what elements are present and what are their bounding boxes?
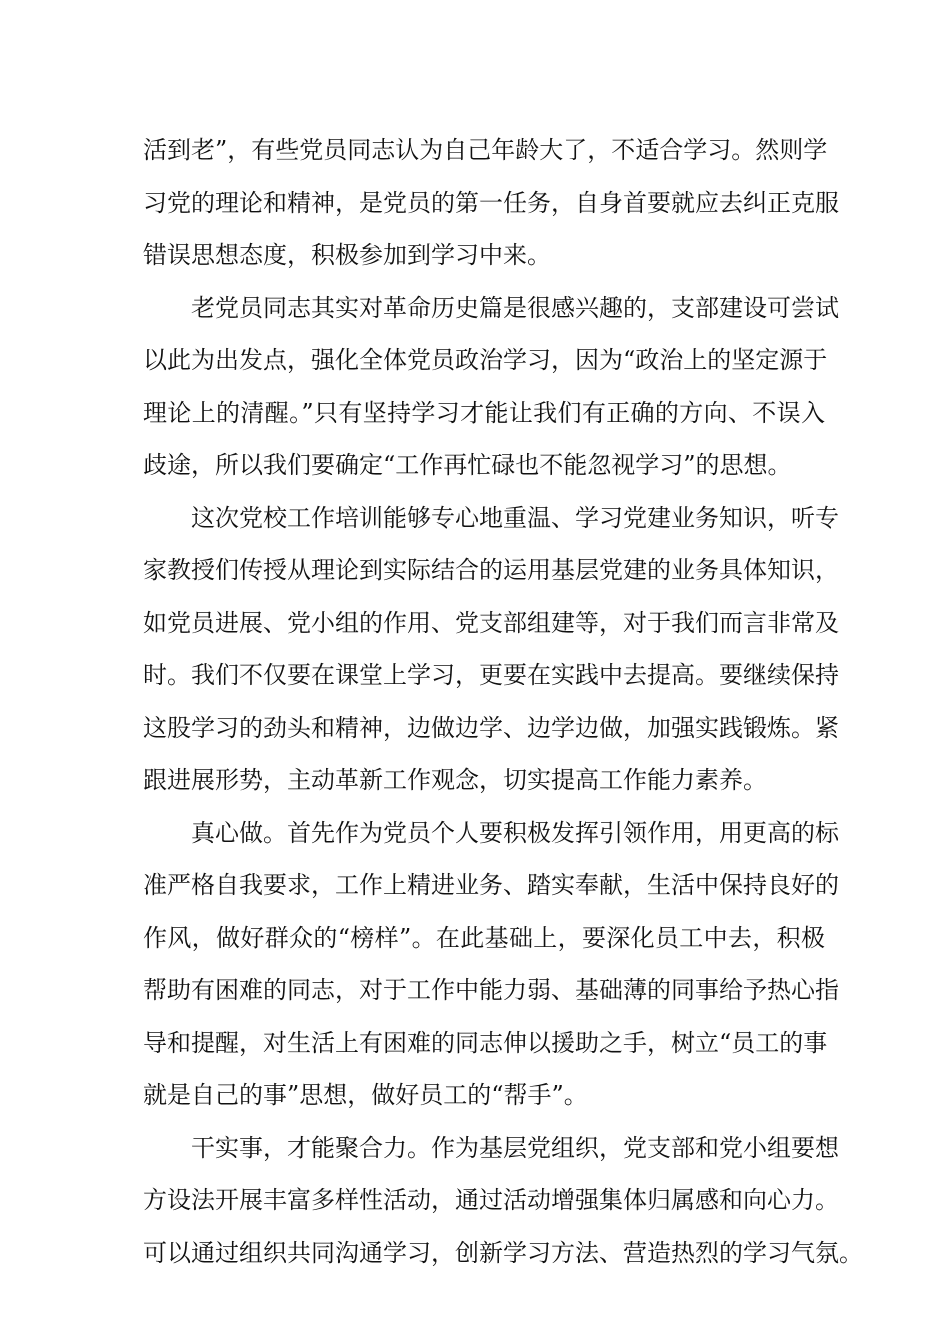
paragraph [143, 1122, 863, 1280]
text-line: 理论上的清醒。”只有坚持学习才能让我们有正确的方向、不误入 [143, 398, 825, 427]
text-line: 帮助有困难的同志，对于工作中能力弱、基础薄的同事给予热心指 [143, 976, 839, 1004]
text-line: 以此为出发点，强化全体党员政治学习，因为“政治上的坚定源于 [143, 346, 828, 374]
text-line: 作风，做好群众的“榜样”。在此基础上，要深化员工中去，积极 [143, 923, 825, 952]
text-line: 错误思想态度，积极参加到学习中来。 [143, 241, 551, 269]
text-line: 时。我们不仅要在课堂上学习，更要在实践中去提高。要继续保持 [143, 661, 839, 689]
document-body [143, 124, 863, 1279]
text-line: 歧途，所以我们要确定“工作再忙碌也不能忽视学习”的思想。 [143, 451, 792, 479]
paragraph [143, 124, 839, 282]
text-line: 这股学习的劲头和精神，边做边学、边学边做，加强实践锻炼。紧 [143, 713, 839, 742]
text-line: 导和提醒，对生活上有困难的同志伸以援助之手，树立“员工的事 [143, 1028, 828, 1057]
text-line: 干实事，才能聚合力。作为基层党组织，党支部和党小组要想 [191, 1133, 839, 1162]
text-line: 可以通过组织共同沟通学习，创新学习方法、营造热烈的学习气氛。 [143, 1238, 863, 1267]
text-line: 就是自己的事”思想，做好员工的“帮手”。 [143, 1081, 588, 1109]
text-line: 跟进展形势，主动革新工作观念，切实提高工作能力素养。 [143, 766, 767, 794]
paragraph [143, 492, 839, 807]
paragraph [143, 282, 839, 492]
paragraph [143, 807, 839, 1122]
text-line: 准严格自我要求，工作上精进业务、踏实奉献，生活中保持良好的 [143, 871, 839, 899]
text-line: 方设法开展丰富多样性活动，通过活动增强集体归属感和向心力。 [143, 1186, 839, 1214]
text-line: 这次党校工作培训能够专心地重温、学习党建业务知识，听专 [191, 503, 839, 532]
text-line: 家教授们传授从理论到实际结合的运用基层党建的业务具体知识， [143, 556, 839, 584]
text-line: 习党的理论和精神，是党员的第一任务，自身首要就应去纠正克服 [143, 188, 839, 217]
text-line: 真心做。首先作为党员个人要积极发挥引领作用，用更高的标 [191, 818, 839, 847]
text-line: 老党员同志其实对革命历史篇是很感兴趣的，支部建设可尝试 [191, 293, 839, 322]
text-line: 活到老”，有些党员同志认为自己年龄大了，不适合学习。然则学 [143, 136, 828, 164]
text-line: 如党员进展、党小组的作用、党支部组建等，对于我们而言非常及 [143, 608, 839, 637]
